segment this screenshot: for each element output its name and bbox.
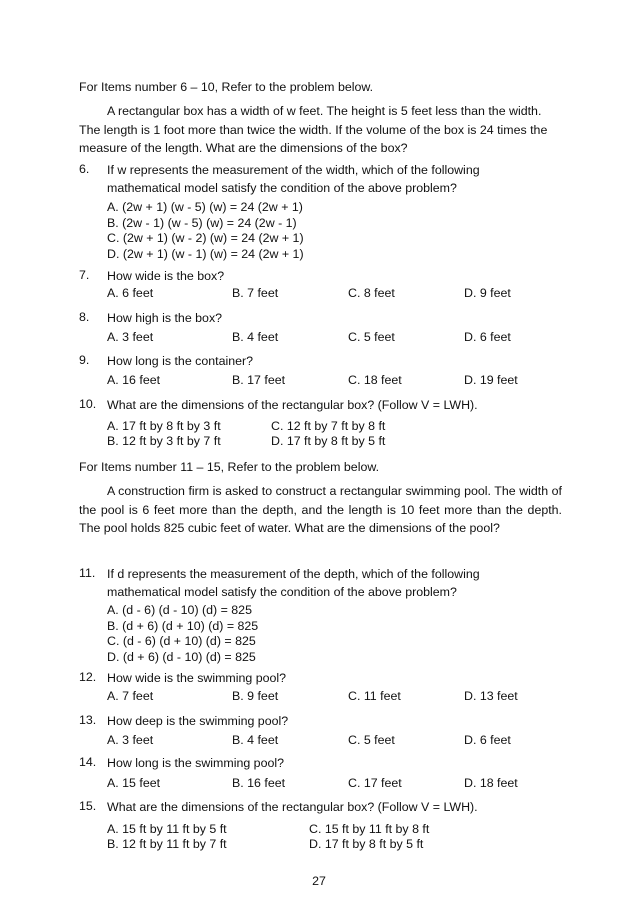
question-text: How wide is the box? xyxy=(107,269,225,283)
option[interactable]: B. (2w - 1) (w - 5) (w) = 24 (2w - 1) xyxy=(107,215,297,230)
section-intro: For Items number 11 – 15, Refer to the problem below. xyxy=(79,460,380,474)
option[interactable]: C. 11 feet xyxy=(348,689,401,703)
question-number: 12. xyxy=(79,670,97,684)
problem-text: A construction firm is asked to construct a rectangular swimming pool. The width of the pool is 6 feet more than the depth, and the length is 10 feet more than the depth. The pool holds 825 cubic feet of water. What are the dimensions of the pool? xyxy=(79,484,562,535)
option[interactable]: A. (d - 6) (d - 10) (d) = 825 xyxy=(107,603,252,617)
option[interactable]: C. (d - 6) (d + 10) (d) = 825 xyxy=(107,634,256,649)
question-text: How long is the container? xyxy=(107,354,254,368)
option[interactable]: B. (d + 6) (d + 10) (d) = 825 xyxy=(107,618,259,633)
option[interactable]: A. 15 feet xyxy=(107,776,161,790)
question-text: How high is the box? xyxy=(107,311,223,325)
option[interactable]: C. 18 feet xyxy=(348,373,402,387)
problem-text: A rectangular box has a width of w feet. The height is 5 feet less than the width. The length is 1 foot more than twice the width. If the volume of the box is 24 times the measure of the length. What are the dimensions of the box? xyxy=(79,104,548,155)
option[interactable]: B. 4 feet xyxy=(232,733,279,747)
option[interactable]: B. 17 feet xyxy=(232,373,286,387)
option[interactable]: D. (d + 6) (d - 10) (d) = 825 xyxy=(107,649,256,664)
option[interactable]: D. 17 ft by 8 ft by 5 ft xyxy=(309,837,424,851)
option[interactable]: B. 12 ft by 3 ft by 7 ft xyxy=(107,434,221,448)
question-number: 8. xyxy=(79,310,90,324)
option[interactable]: A. 16 feet xyxy=(107,373,161,387)
option[interactable]: A. (2w + 1) (w - 5) (w) = 24 (2w + 1) xyxy=(107,200,303,214)
option[interactable]: D. 19 feet xyxy=(464,373,518,387)
option[interactable]: D. 17 ft by 8 ft by 5 ft xyxy=(271,434,386,448)
question-number: 13. xyxy=(79,713,97,727)
option[interactable]: B. 9 feet xyxy=(232,689,279,703)
option[interactable]: A. 3 feet xyxy=(107,330,154,344)
option[interactable]: C. 8 feet xyxy=(348,286,395,300)
question-text: How deep is the swimming pool? xyxy=(107,714,289,728)
option[interactable]: A. 15 ft by 11 ft by 5 ft xyxy=(107,822,227,836)
option[interactable]: C. (2w + 1) (w - 2) (w) = 24 (2w + 1) xyxy=(107,231,304,246)
question-number: 7. xyxy=(79,268,90,282)
option[interactable]: C. 15 ft by 11 ft by 8 ft xyxy=(309,822,430,836)
problem-statement xyxy=(79,102,562,158)
option[interactable]: C. 12 ft by 7 ft by 8 ft xyxy=(271,419,386,433)
option[interactable]: D. 6 feet xyxy=(464,733,511,747)
option[interactable]: C. 5 feet xyxy=(348,733,395,747)
option[interactable]: A. 6 feet xyxy=(107,286,154,300)
question-number: 15. xyxy=(79,799,97,813)
option[interactable]: D. 13 feet xyxy=(464,689,518,703)
question-number: 6. xyxy=(79,162,90,176)
question-text: If d represents the measurement of the depth, which of the following mathematical model satisfy the condition of the above problem? xyxy=(107,567,480,599)
question-text: What are the dimensions of the rectangular box? (Follow V = LWH). xyxy=(107,398,478,412)
option[interactable]: B. 4 feet xyxy=(232,330,279,344)
section-intro: For Items number 6 – 10, Refer to the problem below. xyxy=(79,80,374,94)
question-number: 11. xyxy=(79,566,96,580)
question-text: How wide is the swimming pool? xyxy=(107,671,287,685)
option[interactable]: C. 5 feet xyxy=(348,330,395,344)
question-number: 14. xyxy=(79,755,97,769)
problem-statement xyxy=(79,482,562,538)
option[interactable]: D. (2w + 1) (w - 1) (w) = 24 (2w + 1) xyxy=(107,246,304,261)
question-text: How long is the swimming pool? xyxy=(107,756,284,770)
option[interactable]: B. 7 feet xyxy=(232,286,279,300)
question-text: If w represents the measurement of the width, which of the following mathematical model satisfy the condition of the above problem? xyxy=(107,163,480,195)
option[interactable]: A. 17 ft by 8 ft by 3 ft xyxy=(107,419,221,433)
option[interactable]: A. 3 feet xyxy=(107,733,154,747)
question-text: What are the dimensions of the rectangular box? (Follow V = LWH). xyxy=(107,800,478,814)
option[interactable]: D. 9 feet xyxy=(464,286,511,300)
option[interactable]: A. 7 feet xyxy=(107,689,154,703)
option[interactable]: B. 16 feet xyxy=(232,776,286,790)
option[interactable]: D. 18 feet xyxy=(464,776,518,790)
page-number: 27 xyxy=(312,874,326,888)
option[interactable]: B. 12 ft by 11 ft by 7 ft xyxy=(107,837,227,851)
question-number: 9. xyxy=(79,353,90,367)
option[interactable]: D. 6 feet xyxy=(464,330,511,344)
question-number: 10. xyxy=(79,397,97,411)
option[interactable]: C. 17 feet xyxy=(348,776,402,790)
